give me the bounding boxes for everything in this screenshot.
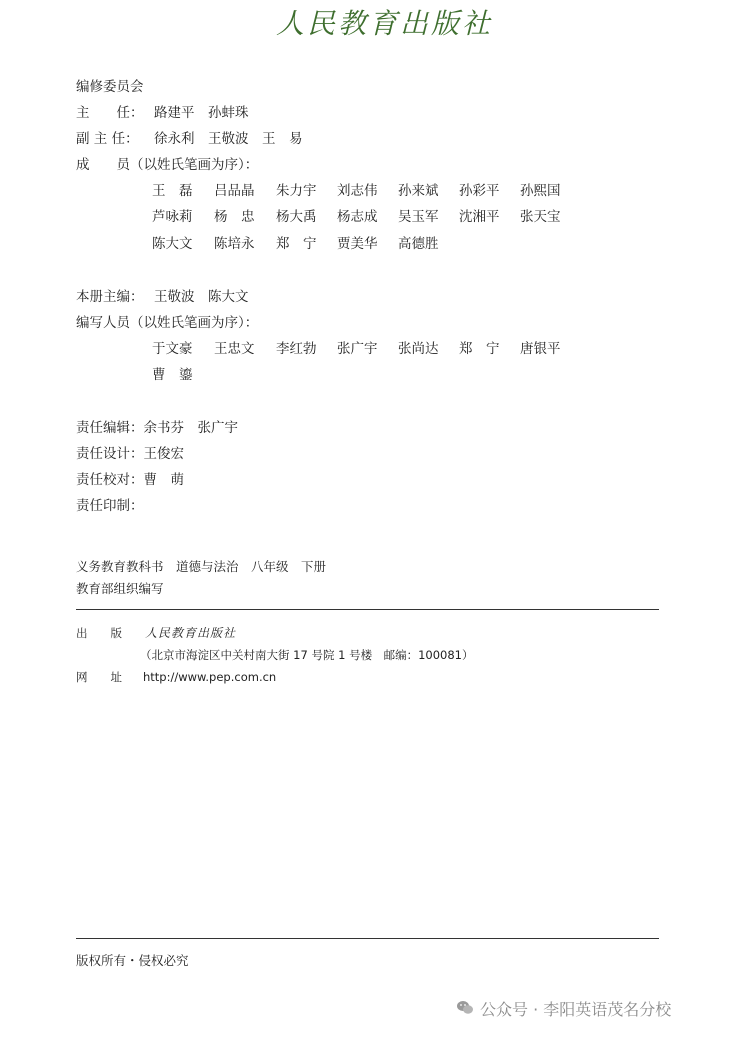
divider (76, 609, 659, 610)
member-name: 吴玉军 (398, 209, 439, 225)
member-name: 张天宝 (520, 209, 561, 225)
member-name: 贾美华 (337, 236, 378, 252)
writer-name: 于文豪 (152, 341, 193, 357)
member-name: 吕品晶 (214, 183, 255, 199)
member-name: 孙彩平 (459, 183, 500, 199)
publisher-label: 出 版 (76, 626, 122, 640)
member-name: 高德胜 (398, 236, 439, 252)
member-name: 沈湘平 (459, 209, 500, 225)
responsible-design: 责任设计：王俊宏 (76, 446, 184, 462)
publisher-logo: 人民教育出版社 (276, 7, 494, 40)
member-name: 芦咏莉 (152, 209, 193, 225)
chief-editor-label: 本册主编： (76, 289, 144, 305)
wechat-icon (456, 1000, 474, 1015)
book-compiler: 教育部组织编写 (76, 581, 164, 596)
member-name: 陈培永 (214, 236, 255, 252)
publisher-small-logo: 人民教育出版社 (145, 626, 237, 640)
watermark: 公众号 · 李阳英语茂名分校 (480, 1000, 672, 1019)
writers-label: 编写人员（以姓氏笔画为序）： (76, 315, 259, 331)
member-name: 王 磊 (152, 183, 193, 199)
writer-name: 张尚达 (398, 341, 439, 357)
divider (76, 938, 659, 939)
member-name: 杨 忠 (214, 209, 255, 225)
member-name: 杨志成 (337, 209, 378, 225)
deputy-director-names: 徐永利 王敬波 王 易 (154, 131, 303, 147)
member-name: 陈大文 (152, 236, 193, 252)
director-label: 主 任： (76, 105, 144, 121)
committee-title: 编修委员会 (76, 79, 144, 95)
director-names: 路建平 孙蚌珠 (154, 105, 249, 121)
member-name: 孙来斌 (398, 183, 439, 199)
publisher-address: （北京市海淀区中关村南大街 17 号院 1 号楼 邮编：100081） (140, 648, 474, 662)
members-label: 成 员（以姓氏笔画为序）： (76, 157, 259, 173)
member-name: 孙熙国 (520, 183, 561, 199)
responsible-proofreading: 责任校对：曹 萌 (76, 472, 184, 488)
member-name: 郑 宁 (276, 236, 317, 252)
copyright-notice: 版权所有・侵权必究 (76, 953, 189, 968)
website-url: http://www.pep.com.cn (143, 670, 277, 684)
member-name: 杨大禹 (276, 209, 317, 225)
chief-editor-names: 王敬波 陈大文 (154, 289, 249, 305)
member-name: 朱力宇 (276, 183, 317, 199)
writer-name: 曹 鎏 (152, 367, 193, 383)
writer-name: 张广宇 (337, 341, 378, 357)
book-series: 义务教育教科书 道德与法治 八年级 下册 (76, 559, 327, 574)
writer-name: 李红勃 (276, 341, 317, 357)
responsible-printing: 责任印制： (76, 498, 144, 514)
writer-name: 唐银平 (520, 341, 561, 357)
writer-name: 王忠文 (214, 341, 255, 357)
responsible-editing: 责任编辑：余书芬 张广宇 (76, 420, 238, 436)
writer-name: 郑 宁 (459, 341, 500, 357)
member-name: 刘志伟 (337, 183, 378, 199)
website-label: 网 址 (76, 670, 122, 684)
deputy-director-label: 副 主 任： (76, 131, 139, 147)
